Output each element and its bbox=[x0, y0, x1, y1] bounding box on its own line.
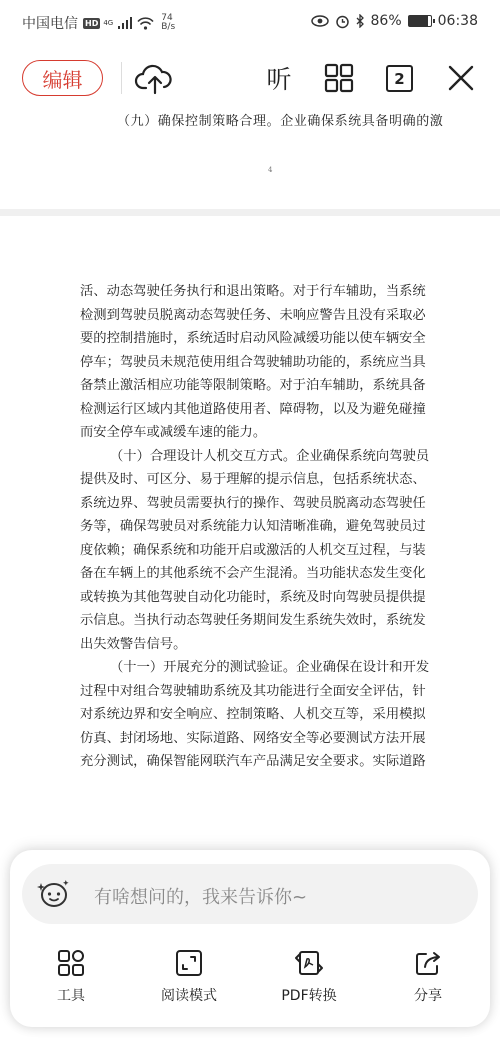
grid-icon[interactable] bbox=[324, 63, 354, 93]
network-type: 4G bbox=[103, 19, 114, 27]
bluetooth-icon bbox=[356, 14, 365, 28]
pdf-convert-label: PDF转换 bbox=[281, 988, 337, 1004]
document-line: （十一）开展充分的测试验证。企业确保在设计和开发 bbox=[110, 660, 430, 675]
document-line: 或转换为其他驾驶自动化功能时，系统及时向驾驶员提供提 bbox=[80, 589, 426, 605]
cloud-upload-icon[interactable] bbox=[134, 60, 172, 96]
share-label: 分享 bbox=[414, 988, 442, 1004]
net-speed-unit: B/s bbox=[161, 22, 176, 32]
document-line: 停车；驾驶员未规范使用组合驾驶辅助功能的，系统应当具 bbox=[80, 354, 426, 370]
battery-level bbox=[409, 16, 428, 26]
document-line: 系统边界、驾驶员需要执行的操作、驾驶员脱离动态驾驶任 bbox=[80, 495, 426, 511]
battery-percent: 86% bbox=[370, 13, 402, 29]
toolbar-divider bbox=[121, 62, 122, 94]
ai-assistant-input[interactable] bbox=[22, 864, 478, 924]
document-line: 充分测试，确保智能网联汽车产品满足安全要求。实际道路 bbox=[80, 754, 426, 769]
pdf-convert-button[interactable] bbox=[259, 944, 359, 1014]
share-button[interactable] bbox=[378, 944, 478, 1014]
page-number: 4 bbox=[268, 166, 273, 174]
document-line: 出失效警告信号。 bbox=[80, 636, 187, 652]
close-icon[interactable] bbox=[446, 63, 476, 93]
document-line: 提供及时、可区分、易于理解的提示信息，包括系统状态、 bbox=[80, 472, 426, 487]
listen-button[interactable]: 听 bbox=[266, 65, 292, 94]
reading-mode-label: 阅读模式 bbox=[161, 988, 217, 1004]
battery-icon bbox=[408, 15, 432, 27]
net-speed-value: 74 bbox=[161, 13, 173, 23]
document-line: （九）确保控制策略合理。企业确保系统具备明确的激 bbox=[117, 114, 444, 129]
alarm-icon bbox=[335, 14, 350, 29]
document-body bbox=[80, 280, 454, 774]
eye-icon bbox=[311, 15, 329, 27]
status-bar bbox=[0, 0, 500, 44]
page-count-button[interactable]: 2 bbox=[386, 65, 413, 92]
top-toolbar bbox=[0, 48, 500, 110]
signal-icon bbox=[118, 17, 132, 29]
document-line: 对系统边界和安全响应、控制策略、人机交互等，采用模拟 bbox=[80, 707, 426, 722]
reading-mode-button[interactable] bbox=[139, 944, 239, 1014]
expand-icon bbox=[174, 948, 204, 978]
document-line: 仿真、封闭场地、实际道路、网络安全等必要测试方法开展 bbox=[80, 730, 426, 746]
bottom-panel bbox=[10, 850, 490, 1027]
bottom-actions bbox=[10, 944, 490, 1014]
document-line: （十）合理设计人机交互方式。企业确保系统向驾驶员 bbox=[110, 448, 430, 464]
document-line: 活、动态驾驶任务执行和退出策略。对于行车辅助，当系统 bbox=[80, 284, 426, 299]
clock: 06:38 bbox=[437, 13, 478, 29]
pdf-convert-icon bbox=[294, 948, 324, 978]
document-line: 检测到驾驶员脱离动态驾驶任务、未响应警告且没有采取必 bbox=[80, 307, 426, 323]
ai-input-placeholder: 有啥想问的，我来告诉你~ bbox=[94, 887, 308, 908]
tools-label: 工具 bbox=[57, 988, 85, 1004]
share-icon bbox=[413, 948, 443, 978]
ai-assistant-icon bbox=[36, 877, 72, 911]
edit-button[interactable]: 编辑 bbox=[22, 60, 103, 96]
document-line: 要的控制措施时，系统适时启动风险减缓功能以使车辆安全 bbox=[80, 331, 426, 346]
tools-button[interactable] bbox=[21, 944, 121, 1014]
document-line: 示信息。当执行动态驾驶任务期间发生系统失效时，系统发 bbox=[80, 613, 426, 628]
document-line: 检测运行区域内其他道路使用者、障碍物，以及为避免碰撞 bbox=[80, 401, 426, 417]
document-line: 过程中对组合驾驶辅助系统及其功能进行全面安全评估，针 bbox=[80, 683, 426, 699]
document-line: 备禁止激活相应功能等限制策略。对于泊车辅助，系统具备 bbox=[80, 378, 426, 393]
previous-page bbox=[0, 110, 500, 208]
wifi-icon bbox=[137, 17, 154, 30]
document-line: 而安全停车或减缓车速的能力。 bbox=[80, 425, 267, 440]
page-separator bbox=[0, 209, 500, 216]
document-line: 务等，确保驾驶员对系统能力认知清晰准确，避免驾驶员过 bbox=[80, 519, 426, 534]
tools-icon bbox=[56, 948, 86, 978]
carrier-name: 中国电信 bbox=[22, 16, 78, 32]
document-line: 度依赖；确保系统和功能开启或激活的人机交互过程，与装 bbox=[80, 542, 426, 558]
document-line: 备在车辆上的其他系统不会产生混淆。当功能状态发生变化 bbox=[80, 566, 426, 581]
hd-badge: HD bbox=[85, 18, 99, 28]
